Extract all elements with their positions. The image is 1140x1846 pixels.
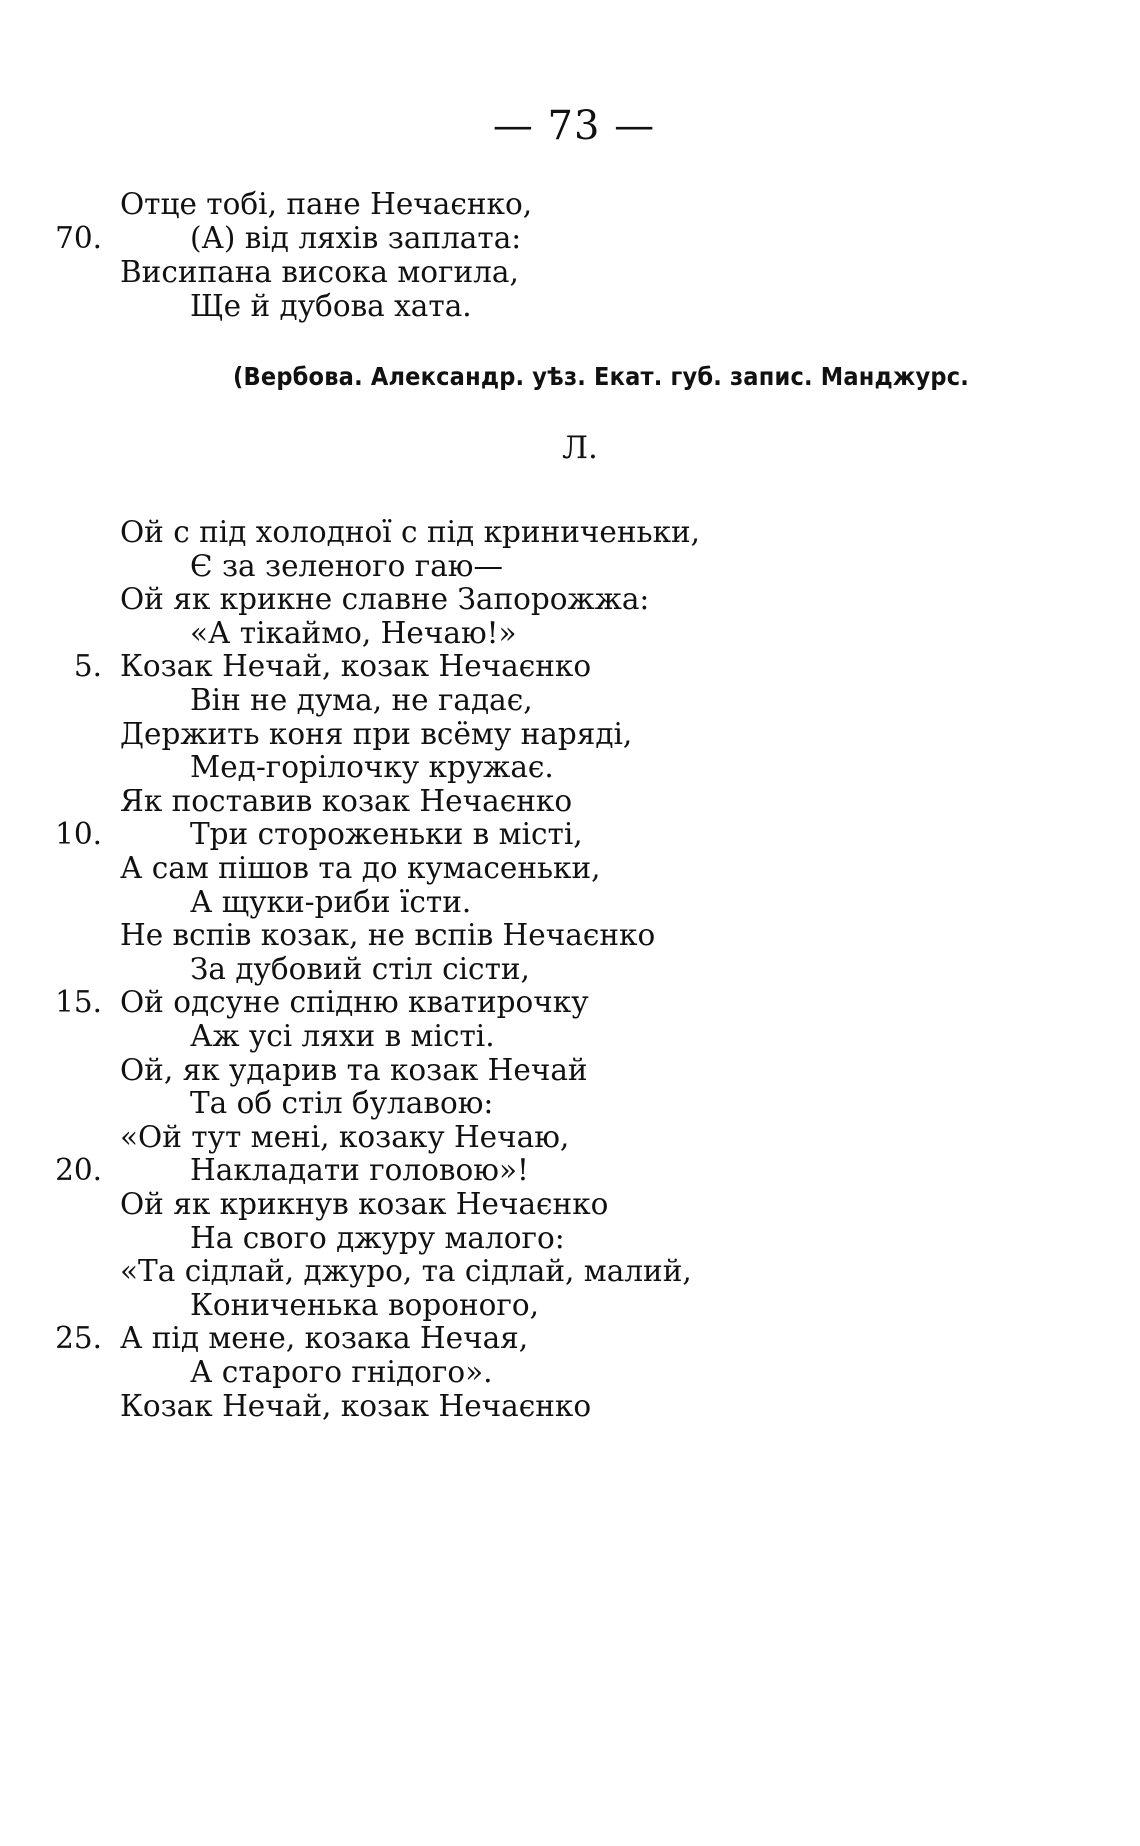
verse-line: На свого джуру малого:: [190, 1220, 565, 1255]
verse-line: Ще й дубова хата.: [190, 289, 472, 323]
verse-line: Мед-горілочку кружає.: [190, 750, 554, 785]
verse-line: Ой с під холодної с під криниченьки,: [120, 515, 701, 549]
verse-line: «Ой тут мені, козаку Нечаю,: [120, 1119, 570, 1154]
verse-line: (А) від ляхів заплата:: [190, 221, 522, 255]
verse-line: Він не дума, не гадає,: [190, 683, 533, 717]
verse-line: А щуки-риби їсти.: [190, 884, 472, 919]
verse-line: Ой як крикне славне Запорожжа:: [120, 582, 650, 617]
verse-line: Ой як крикнув козак Нечаєнко: [120, 1187, 609, 1221]
verse-line: Козак Нечай, козак Нечаєнко: [120, 1388, 592, 1423]
verse-line: Козак Нечай, козак Нечаєнко: [120, 649, 592, 684]
verse-line: «А тікаймо, Нечаю!»: [190, 615, 517, 650]
verse-line: А сам пішов та до кумасеньки,: [120, 851, 601, 885]
verse-line: Та об стіл булавою:: [190, 1086, 494, 1121]
verse-line: Кониченька вороного,: [190, 1287, 540, 1322]
verse-line: А старого гнідого».: [190, 1355, 493, 1389]
verse-number: 15.: [55, 985, 102, 1020]
page-number: [0, 103, 1140, 149]
verse-number: 5.: [73, 649, 102, 684]
verse-line: Як поставив козак Нечаєнко: [120, 783, 573, 818]
verse-line: А під мене, козака Нечая,: [120, 1321, 529, 1356]
verse-line: За дубовий стіл сісти,: [190, 951, 530, 986]
verse-line: Ой, як ударив та козак Нечай: [120, 1052, 588, 1087]
verse-number: 20.: [55, 1153, 102, 1188]
verse-line: Отце тобі, пане Нечаєнко,: [120, 187, 533, 221]
verse-line: Не вспів козак, не вспів Нечаєнко: [120, 918, 656, 953]
verse-line: Три стороженьки в місті,: [190, 817, 583, 852]
verse-line: Висипана висока могила,: [120, 255, 519, 289]
verse-line: «Та сідлай, джуро, та сідлай, малий,: [120, 1254, 692, 1289]
page-number-text: — 73 —: [492, 103, 656, 149]
source-note: (Вербова. Александр. уѣз. Екат. губ. запис. Манджурс.: [233, 362, 970, 391]
verse-line: Держить коня при всёму наряді,: [120, 716, 633, 751]
verse-line: Ой одсуне спідню кватирочку: [120, 985, 589, 1020]
verse-line: Накладати головою»!: [190, 1153, 529, 1188]
verse-line: Є за зеленого гаю—: [190, 548, 503, 583]
verse-number: 10.: [55, 817, 102, 852]
verse-number: 70.: [55, 221, 102, 255]
verse-line: Аж усі ляхи в місті.: [190, 1019, 495, 1053]
section-heading: Л.: [562, 430, 598, 466]
verse-number: 25.: [55, 1321, 102, 1356]
